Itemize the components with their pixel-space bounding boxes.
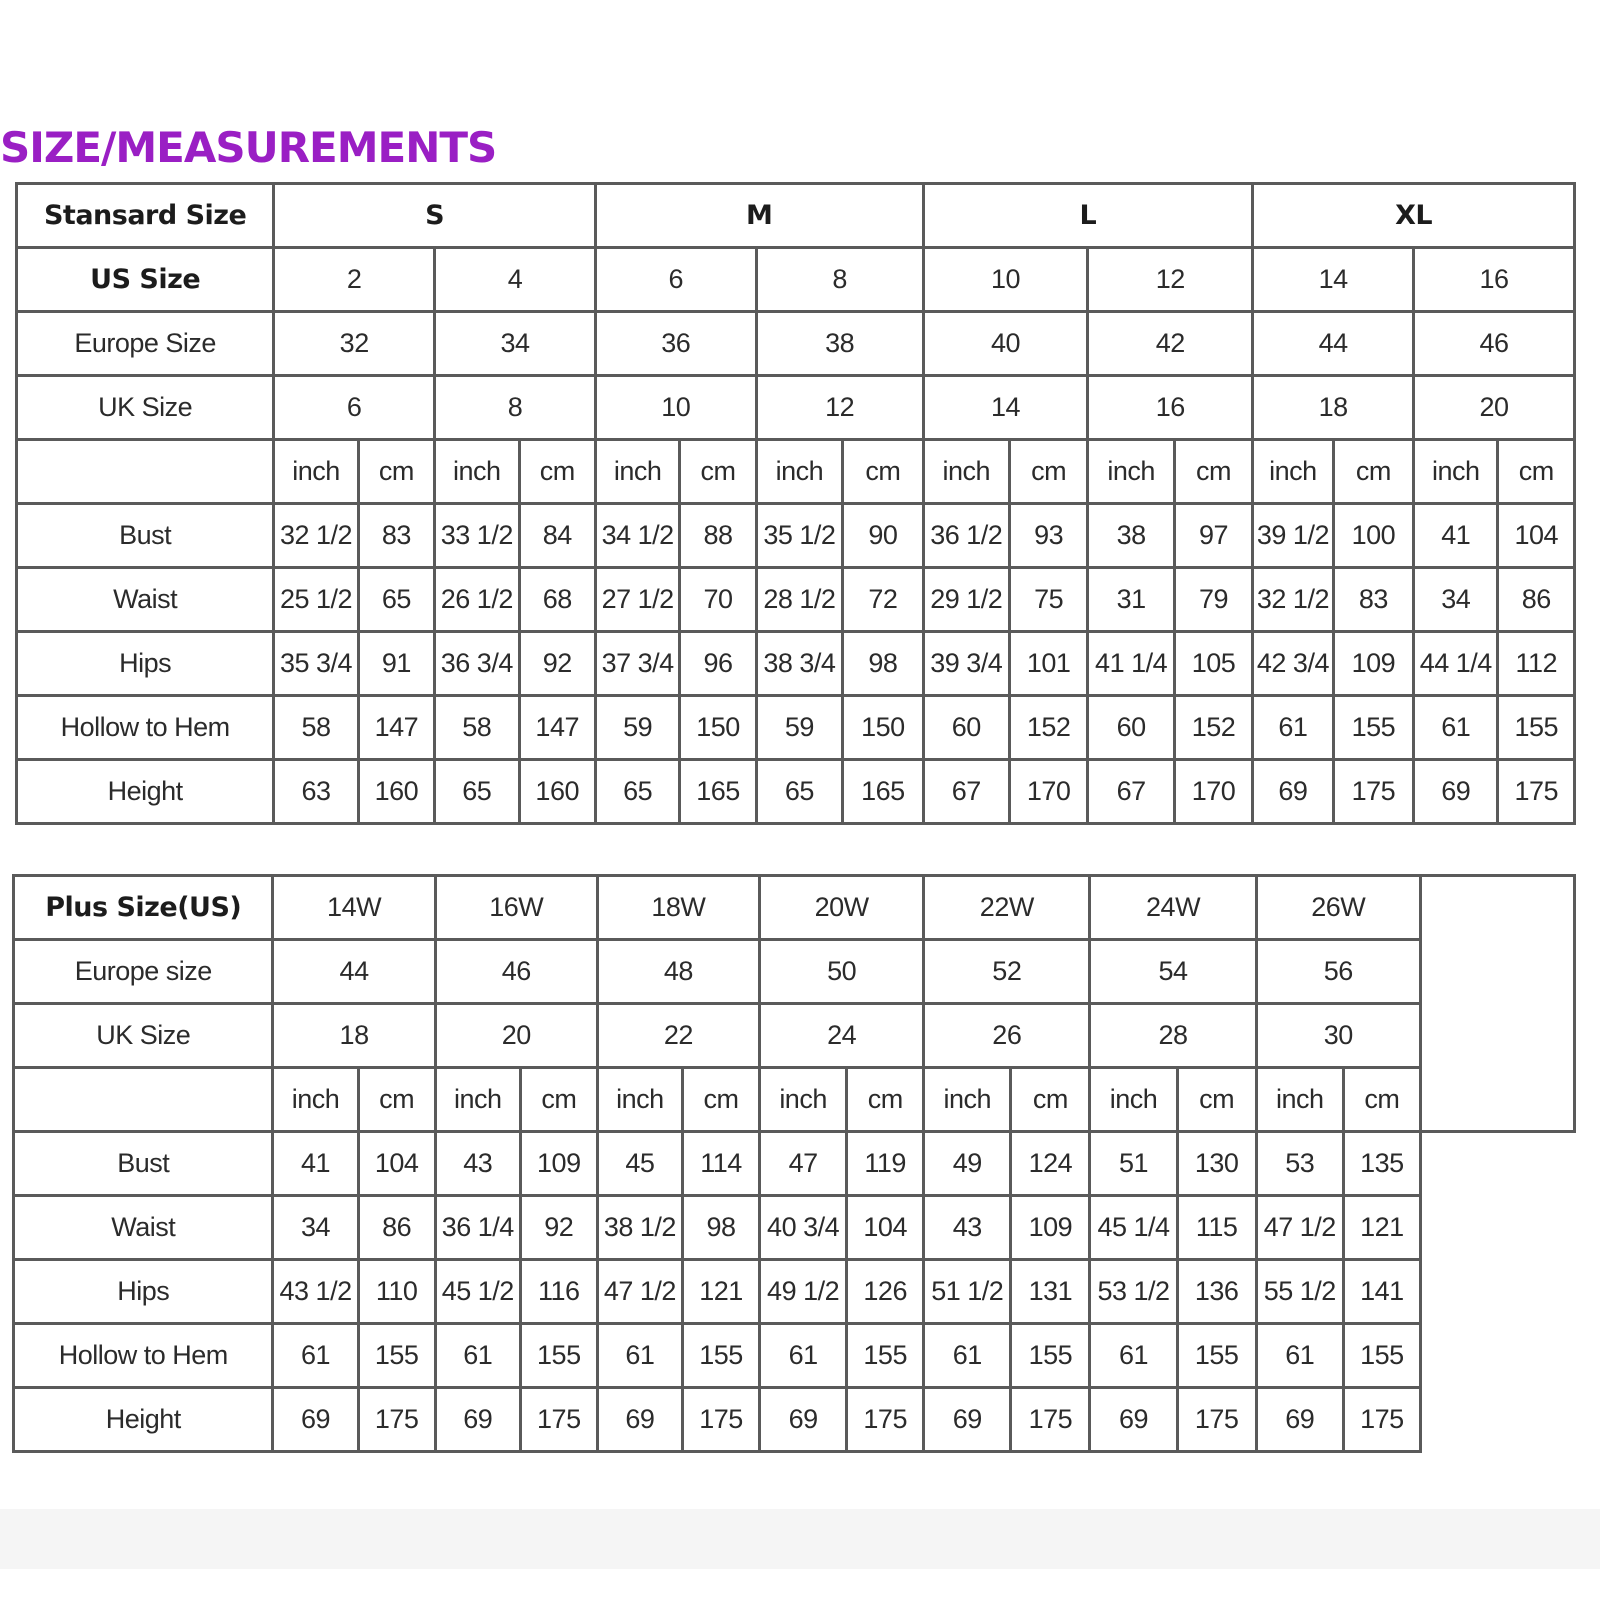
unit-cm: cm — [358, 440, 434, 504]
us-size-cell: 10 — [923, 248, 1088, 312]
measurement-cm-cell: 98 — [682, 1196, 759, 1260]
measurement-cm-cell: 104 — [847, 1196, 924, 1260]
plus-size-label: Plus Size(US) — [14, 876, 273, 940]
measurement-row — [17, 632, 1575, 696]
measurement-inch-cell: 53 — [1256, 1132, 1343, 1196]
measurement-inch-cell: 69 — [1414, 760, 1498, 824]
size-group-m: M — [595, 184, 923, 248]
measurement-cm-cell: 155 — [1011, 1324, 1090, 1388]
measurement-cm-cell: 155 — [520, 1324, 597, 1388]
measurement-inch-cell: 41 — [273, 1132, 358, 1196]
plus-uk-size-cell: 26 — [924, 1004, 1090, 1068]
measurement-inch-cell: 61 — [273, 1324, 358, 1388]
plus-size-cell: 14W — [273, 876, 435, 940]
measurement-inch-cell: 63 — [274, 760, 358, 824]
measurement-cm-cell: 175 — [1498, 760, 1575, 824]
uk-size-cell: 14 — [923, 376, 1088, 440]
measurement-cm-cell: 155 — [1343, 1324, 1420, 1388]
measurement-inch-cell: 60 — [1088, 696, 1174, 760]
measurement-inch-cell: 69 — [435, 1388, 520, 1452]
measurement-label: Height — [14, 1388, 273, 1452]
measurement-cm-cell: 165 — [843, 760, 923, 824]
unit-inch: inch — [924, 1068, 1011, 1132]
measurement-inch-cell: 28 1/2 — [756, 568, 842, 632]
unit-inch: inch — [435, 440, 519, 504]
measurement-inch-cell: 61 — [597, 1324, 682, 1388]
measurement-row — [17, 568, 1575, 632]
measurement-cm-cell: 79 — [1174, 568, 1252, 632]
measurement-cm-cell: 90 — [843, 504, 923, 568]
measurement-inch-cell: 39 3/4 — [923, 632, 1009, 696]
unit-cm: cm — [847, 1068, 924, 1132]
measurement-inch-cell: 47 1/2 — [597, 1260, 682, 1324]
measurement-row — [14, 1260, 1575, 1324]
unit-inch: inch — [273, 1068, 358, 1132]
measurement-inch-cell: 59 — [756, 696, 842, 760]
measurement-label: Height — [17, 760, 274, 824]
measurement-inch-cell: 45 1/4 — [1090, 1196, 1177, 1260]
measurement-cm-cell: 86 — [1498, 568, 1575, 632]
measurement-cm-cell: 112 — [1498, 632, 1575, 696]
measurement-row — [17, 760, 1575, 824]
measurement-inch-cell: 35 3/4 — [274, 632, 358, 696]
measurement-cm-cell: 175 — [1343, 1388, 1420, 1452]
measurement-cm-cell: 88 — [680, 504, 756, 568]
uk-size-row — [17, 376, 1575, 440]
plus-uk-size-cell: 22 — [597, 1004, 759, 1068]
plus-size-cell: 22W — [924, 876, 1090, 940]
us-size-cell: 6 — [595, 248, 756, 312]
measurement-inch-cell: 69 — [1256, 1388, 1343, 1452]
measurement-cm-cell: 91 — [358, 632, 434, 696]
measurement-inch-cell: 49 — [924, 1132, 1011, 1196]
measurement-inch-cell: 61 — [435, 1324, 520, 1388]
measurement-label: Hips — [14, 1260, 273, 1324]
europe-size-label: Europe Size — [17, 312, 274, 376]
measurement-cm-cell: 110 — [358, 1260, 435, 1324]
measurement-inch-cell: 69 — [597, 1388, 682, 1452]
measurement-inch-cell: 51 1/2 — [924, 1260, 1011, 1324]
us-size-cell: 14 — [1253, 248, 1414, 312]
plus-europe-size-cell: 50 — [760, 940, 924, 1004]
measurement-inch-cell: 31 — [1088, 568, 1174, 632]
measurement-cm-cell: 109 — [520, 1132, 597, 1196]
bottom-band — [0, 1509, 1600, 1569]
measurement-cm-cell: 70 — [680, 568, 756, 632]
standard-size-header-row — [17, 184, 1575, 248]
measurement-inch-cell: 38 3/4 — [756, 632, 842, 696]
measurement-cm-cell: 116 — [520, 1260, 597, 1324]
measurement-cm-cell: 92 — [520, 1196, 597, 1260]
measurement-cm-cell: 150 — [843, 696, 923, 760]
measurement-inch-cell: 36 1/2 — [923, 504, 1009, 568]
unit-inch: inch — [435, 1068, 520, 1132]
uk-size-cell: 6 — [274, 376, 435, 440]
measurement-cm-cell: 83 — [358, 504, 434, 568]
unit-cm: cm — [680, 440, 756, 504]
measurement-cm-cell: 84 — [519, 504, 595, 568]
measurement-cm-cell: 155 — [358, 1324, 435, 1388]
measurement-cm-cell: 131 — [1011, 1260, 1090, 1324]
plus-size-table — [12, 874, 1576, 1453]
measurement-cm-cell: 72 — [843, 568, 923, 632]
measurement-inch-cell: 51 — [1090, 1132, 1177, 1196]
unit-inch: inch — [597, 1068, 682, 1132]
measurement-inch-cell: 44 1/4 — [1414, 632, 1498, 696]
measurement-cm-cell: 98 — [843, 632, 923, 696]
unit-cm: cm — [843, 440, 923, 504]
measurement-inch-cell: 25 1/2 — [274, 568, 358, 632]
measurement-inch-cell: 65 — [595, 760, 679, 824]
measurement-inch-cell: 34 — [273, 1196, 358, 1260]
measurement-inch-cell: 69 — [273, 1388, 358, 1452]
us-size-cell: 8 — [756, 248, 923, 312]
measurement-cm-cell: 75 — [1009, 568, 1087, 632]
measurement-cm-cell: 115 — [1177, 1196, 1256, 1260]
measurement-row — [17, 696, 1575, 760]
measurement-inch-cell: 58 — [435, 696, 519, 760]
measurement-cm-cell: 155 — [847, 1324, 924, 1388]
measurement-row — [14, 1388, 1575, 1452]
measurement-label: Bust — [17, 504, 274, 568]
measurement-cm-cell: 104 — [1498, 504, 1575, 568]
plus-europe-size-cell: 48 — [597, 940, 759, 1004]
measurement-inch-cell: 45 1/2 — [435, 1260, 520, 1324]
measurement-inch-cell: 26 1/2 — [435, 568, 519, 632]
measurement-inch-cell: 29 1/2 — [923, 568, 1009, 632]
unit-inch: inch — [274, 440, 358, 504]
measurement-inch-cell: 69 — [760, 1388, 847, 1452]
measurement-cm-cell: 152 — [1174, 696, 1252, 760]
measurement-inch-cell: 60 — [923, 696, 1009, 760]
measurement-inch-cell: 33 1/2 — [435, 504, 519, 568]
unit-cm: cm — [1177, 1068, 1256, 1132]
measurement-inch-cell: 45 — [597, 1132, 682, 1196]
plus-europe-size-cell: 56 — [1256, 940, 1420, 1004]
plus-size-cell: 26W — [1256, 876, 1420, 940]
measurement-inch-cell: 32 1/2 — [274, 504, 358, 568]
measurement-cm-cell: 155 — [1498, 696, 1575, 760]
europe-size-cell: 38 — [756, 312, 923, 376]
europe-size-cell: 32 — [274, 312, 435, 376]
europe-size-cell: 34 — [435, 312, 596, 376]
measurement-cm-cell: 170 — [1174, 760, 1252, 824]
measurement-inch-cell: 69 — [1253, 760, 1333, 824]
measurement-cm-cell: 155 — [682, 1324, 759, 1388]
measurement-cm-cell: 175 — [1177, 1388, 1256, 1452]
uk-size-cell: 10 — [595, 376, 756, 440]
uk-size-cell: 20 — [1414, 376, 1575, 440]
plus-europe-size-label: Europe size — [14, 940, 273, 1004]
measurement-inch-cell: 36 1/4 — [435, 1196, 520, 1260]
measurement-label: Hollow to Hem — [17, 696, 274, 760]
measurement-cm-cell: 155 — [1333, 696, 1413, 760]
unit-inch: inch — [756, 440, 842, 504]
uk-size-cell: 16 — [1088, 376, 1253, 440]
measurement-inch-cell: 61 — [760, 1324, 847, 1388]
plus-table-blank-column — [1420, 876, 1574, 1132]
measurement-inch-cell: 41 1/4 — [1088, 632, 1174, 696]
plus-size-header-row — [14, 876, 1575, 940]
unit-cm: cm — [1498, 440, 1575, 504]
measurement-cm-cell: 119 — [847, 1132, 924, 1196]
measurement-inch-cell: 27 1/2 — [595, 568, 679, 632]
measurement-cm-cell: 65 — [358, 568, 434, 632]
measurement-inch-cell: 37 3/4 — [595, 632, 679, 696]
measurement-cm-cell: 101 — [1009, 632, 1087, 696]
plus-uk-size-cell: 18 — [273, 1004, 435, 1068]
uk-size-cell: 12 — [756, 376, 923, 440]
measurement-inch-cell: 67 — [923, 760, 1009, 824]
standard-measurement-rows — [17, 504, 1575, 824]
standard-size-table — [15, 182, 1576, 825]
page-title: SIZE/MEASUREMENTS — [0, 123, 497, 172]
measurement-cm-cell: 147 — [519, 696, 595, 760]
measurement-inch-cell: 41 — [1414, 504, 1498, 568]
plus-size-cell: 16W — [435, 876, 597, 940]
measurement-cm-cell: 155 — [1177, 1324, 1256, 1388]
measurement-cm-cell: 175 — [520, 1388, 597, 1452]
measurement-cm-cell: 68 — [519, 568, 595, 632]
plus-europe-size-row — [14, 940, 1575, 1004]
measurement-cm-cell: 109 — [1333, 632, 1413, 696]
measurement-inch-cell: 61 — [1090, 1324, 1177, 1388]
europe-size-cell: 44 — [1253, 312, 1414, 376]
measurement-inch-cell: 43 — [924, 1196, 1011, 1260]
measurement-cm-cell: 109 — [1011, 1196, 1090, 1260]
plus-europe-size-cell: 54 — [1090, 940, 1256, 1004]
size-group-l: L — [923, 184, 1253, 248]
measurement-inch-cell: 38 — [1088, 504, 1174, 568]
measurement-cm-cell: 121 — [682, 1260, 759, 1324]
measurement-inch-cell: 61 — [924, 1324, 1011, 1388]
measurement-inch-cell: 36 3/4 — [435, 632, 519, 696]
europe-size-row — [17, 312, 1575, 376]
measurement-cm-cell: 121 — [1343, 1196, 1420, 1260]
measurement-cm-cell: 165 — [680, 760, 756, 824]
unit-inch: inch — [595, 440, 679, 504]
measurement-label: Hollow to Hem — [14, 1324, 273, 1388]
unit-inch: inch — [1090, 1068, 1177, 1132]
measurement-inch-cell: 69 — [924, 1388, 1011, 1452]
plus-uk-size-row — [14, 1004, 1575, 1068]
uk-size-label: UK Size — [17, 376, 274, 440]
unit-cm: cm — [1011, 1068, 1090, 1132]
measurement-inch-cell: 43 — [435, 1132, 520, 1196]
unit-cm: cm — [1174, 440, 1252, 504]
size-group-s: S — [274, 184, 596, 248]
plus-size-cell: 20W — [760, 876, 924, 940]
measurement-cm-cell: 124 — [1011, 1132, 1090, 1196]
plus-size-cell: 24W — [1090, 876, 1256, 940]
plus-measurement-rows — [14, 1132, 1575, 1452]
plus-uk-size-label: UK Size — [14, 1004, 273, 1068]
plus-uk-size-cell: 20 — [435, 1004, 597, 1068]
unit-inch: inch — [760, 1068, 847, 1132]
measurement-inch-cell: 35 1/2 — [756, 504, 842, 568]
unit-inch: inch — [1414, 440, 1498, 504]
plus-size-cell: 18W — [597, 876, 759, 940]
measurement-cm-cell: 126 — [847, 1260, 924, 1324]
measurement-row — [14, 1196, 1575, 1260]
size-group-xl: XL — [1253, 184, 1575, 248]
measurement-inch-cell: 32 1/2 — [1253, 568, 1333, 632]
uk-size-cell: 8 — [435, 376, 596, 440]
unit-cm: cm — [358, 1068, 435, 1132]
measurement-cm-cell: 160 — [519, 760, 595, 824]
measurement-inch-cell: 47 1/2 — [1256, 1196, 1343, 1260]
measurement-inch-cell: 38 1/2 — [597, 1196, 682, 1260]
us-size-cell: 4 — [435, 248, 596, 312]
measurement-label: Waist — [14, 1196, 273, 1260]
measurement-label: Bust — [14, 1132, 273, 1196]
measurement-cm-cell: 147 — [358, 696, 434, 760]
measurement-cm-cell: 152 — [1009, 696, 1087, 760]
measurement-cm-cell: 135 — [1343, 1132, 1420, 1196]
uk-size-cell: 18 — [1253, 376, 1414, 440]
measurement-cm-cell: 141 — [1343, 1260, 1420, 1324]
plus-unit-header-blank — [14, 1068, 273, 1132]
standard-size-label: Stansard Size — [17, 184, 274, 248]
measurement-cm-cell: 175 — [682, 1388, 759, 1452]
us-size-cell: 16 — [1414, 248, 1575, 312]
measurement-cm-cell: 175 — [847, 1388, 924, 1452]
measurement-cm-cell: 136 — [1177, 1260, 1256, 1324]
measurement-inch-cell: 42 3/4 — [1253, 632, 1333, 696]
measurement-inch-cell: 53 1/2 — [1090, 1260, 1177, 1324]
measurement-label: Hips — [17, 632, 274, 696]
us-size-label: US Size — [17, 248, 274, 312]
measurement-cm-cell: 86 — [358, 1196, 435, 1260]
measurement-cm-cell: 150 — [680, 696, 756, 760]
measurement-cm-cell: 97 — [1174, 504, 1252, 568]
measurement-cm-cell: 130 — [1177, 1132, 1256, 1196]
plus-europe-size-cell: 44 — [273, 940, 435, 1004]
unit-cm: cm — [1333, 440, 1413, 504]
plus-uk-size-cell: 24 — [760, 1004, 924, 1068]
measurement-label: Waist — [17, 568, 274, 632]
measurement-inch-cell: 34 — [1414, 568, 1498, 632]
measurement-cm-cell: 104 — [358, 1132, 435, 1196]
measurement-inch-cell: 61 — [1414, 696, 1498, 760]
measurement-row — [14, 1324, 1575, 1388]
us-size-cell: 2 — [274, 248, 435, 312]
measurement-inch-cell: 43 1/2 — [273, 1260, 358, 1324]
measurement-row — [17, 504, 1575, 568]
unit-header-blank — [17, 440, 274, 504]
measurement-cm-cell: 100 — [1333, 504, 1413, 568]
measurement-cm-cell: 92 — [519, 632, 595, 696]
measurement-cm-cell: 105 — [1174, 632, 1252, 696]
plus-europe-size-cell: 52 — [924, 940, 1090, 1004]
unit-cm: cm — [1009, 440, 1087, 504]
measurement-inch-cell: 55 1/2 — [1256, 1260, 1343, 1324]
plus-europe-size-cell: 46 — [435, 940, 597, 1004]
unit-inch: inch — [1088, 440, 1174, 504]
unit-cm: cm — [1343, 1068, 1420, 1132]
measurement-cm-cell: 175 — [358, 1388, 435, 1452]
unit-inch: inch — [923, 440, 1009, 504]
europe-size-cell: 46 — [1414, 312, 1575, 376]
measurement-cm-cell: 96 — [680, 632, 756, 696]
measurement-cm-cell: 175 — [1333, 760, 1413, 824]
measurement-inch-cell: 59 — [595, 696, 679, 760]
measurement-cm-cell: 175 — [1011, 1388, 1090, 1452]
measurement-cm-cell: 160 — [358, 760, 434, 824]
measurement-inch-cell: 49 1/2 — [760, 1260, 847, 1324]
unit-inch: inch — [1253, 440, 1333, 504]
measurement-inch-cell: 58 — [274, 696, 358, 760]
measurement-cm-cell: 114 — [682, 1132, 759, 1196]
measurement-inch-cell: 34 1/2 — [595, 504, 679, 568]
measurement-inch-cell: 39 1/2 — [1253, 504, 1333, 568]
measurement-inch-cell: 65 — [435, 760, 519, 824]
measurement-inch-cell: 61 — [1256, 1324, 1343, 1388]
measurement-inch-cell: 61 — [1253, 696, 1333, 760]
measurement-cm-cell: 93 — [1009, 504, 1087, 568]
unit-cm: cm — [682, 1068, 759, 1132]
measurement-cm-cell: 83 — [1333, 568, 1413, 632]
unit-cm: cm — [520, 1068, 597, 1132]
measurement-cm-cell: 170 — [1009, 760, 1087, 824]
us-size-row — [17, 248, 1575, 312]
measurement-inch-cell: 40 3/4 — [760, 1196, 847, 1260]
measurement-row — [14, 1132, 1575, 1196]
unit-header-row — [17, 440, 1575, 504]
europe-size-cell: 40 — [923, 312, 1088, 376]
unit-inch: inch — [1256, 1068, 1343, 1132]
measurement-inch-cell: 65 — [756, 760, 842, 824]
plus-unit-header-row — [14, 1068, 1575, 1132]
measurement-inch-cell: 67 — [1088, 760, 1174, 824]
unit-cm: cm — [519, 440, 595, 504]
europe-size-cell: 42 — [1088, 312, 1253, 376]
measurement-inch-cell: 69 — [1090, 1388, 1177, 1452]
plus-uk-size-cell: 28 — [1090, 1004, 1256, 1068]
europe-size-cell: 36 — [595, 312, 756, 376]
measurement-inch-cell: 47 — [760, 1132, 847, 1196]
us-size-cell: 12 — [1088, 248, 1253, 312]
plus-uk-size-cell: 30 — [1256, 1004, 1420, 1068]
